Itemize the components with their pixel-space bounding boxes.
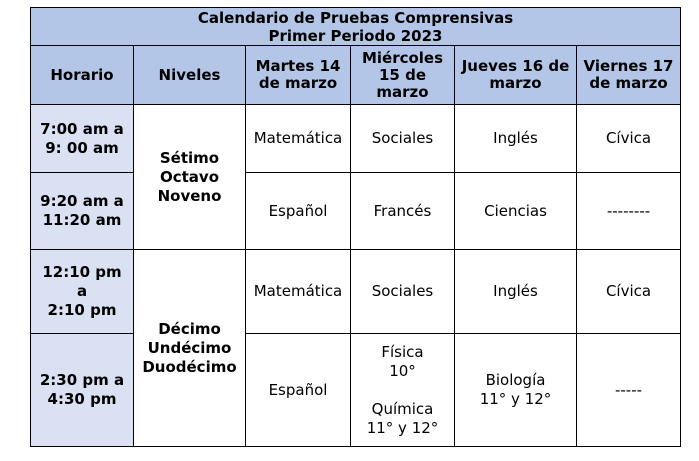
level-name: Noveno <box>157 186 222 205</box>
levels-cell <box>134 250 246 447</box>
subject-cell: Español <box>246 334 351 447</box>
header-viernes: Viernes 17 de marzo <box>577 46 681 105</box>
subject-cell: Francés <box>351 173 455 250</box>
subject-cell <box>455 334 577 447</box>
subject-cell: Inglés <box>455 105 577 173</box>
table-row <box>31 105 681 173</box>
title-line-2: Primer Periodo 2023 <box>268 26 443 45</box>
time-line: 2:30 pm a <box>39 371 125 389</box>
level-name: Undécimo <box>147 338 232 357</box>
time-line: 12:10 pm <box>42 263 122 281</box>
subject-cell: Sociales <box>351 105 455 173</box>
header-jueves: Jueves 16 de marzo <box>455 46 577 105</box>
subject-cell: -------- <box>577 173 681 250</box>
level-name: Duodécimo <box>142 357 237 376</box>
level-name: Sétimo <box>159 148 220 167</box>
time-line: a <box>76 282 88 300</box>
subject-line: 10° <box>389 361 416 380</box>
subject-cell: ----- <box>577 334 681 447</box>
time-line: 11:20 am <box>42 211 122 229</box>
table-row <box>31 250 681 334</box>
time-cell <box>31 105 134 173</box>
subject-cell: Español <box>246 173 351 250</box>
header-miercoles: Miércoles 15 de marzo <box>351 46 455 105</box>
subject-line: 11° y 12° <box>366 418 439 437</box>
title-line-1: Calendario de Pruebas Comprensivas <box>197 8 514 27</box>
level-name: Décimo <box>158 319 221 338</box>
subject-cell: Matemática <box>246 105 351 173</box>
table-row <box>31 173 681 250</box>
subject-cell: Cívica <box>577 105 681 173</box>
time-cell <box>31 334 134 447</box>
time-cell <box>31 173 134 250</box>
spacer <box>353 381 452 400</box>
header-horario: Horario <box>31 46 134 105</box>
subject-line: Física <box>381 342 424 361</box>
subject-line: Química <box>371 399 434 418</box>
subject-cell: Cívica <box>577 250 681 334</box>
header-row <box>31 46 681 105</box>
subject-line: Biología <box>485 371 546 389</box>
exam-schedule-table <box>30 7 681 447</box>
level-name: Octavo <box>159 167 220 186</box>
subject-cell: Inglés <box>455 250 577 334</box>
subject-line: 11° y 12° <box>479 390 552 408</box>
time-cell <box>31 250 134 334</box>
subject-cell <box>351 334 455 447</box>
header-niveles: Niveles <box>134 46 246 105</box>
subject-cell: Matemática <box>246 250 351 334</box>
time-line: 2:10 pm <box>47 301 117 319</box>
subject-cell: Sociales <box>351 250 455 334</box>
table-row <box>31 334 681 447</box>
levels-cell <box>134 105 246 250</box>
time-line: 4:30 pm <box>47 390 117 408</box>
title-row <box>31 8 681 46</box>
table-title <box>31 8 681 46</box>
header-martes: Martes 14 de marzo <box>246 46 351 105</box>
time-line: 7:00 am a <box>40 119 124 138</box>
time-line: 9:20 am a <box>40 192 124 210</box>
time-line: 9: 00 am <box>45 138 119 157</box>
subject-cell: Ciencias <box>455 173 577 250</box>
